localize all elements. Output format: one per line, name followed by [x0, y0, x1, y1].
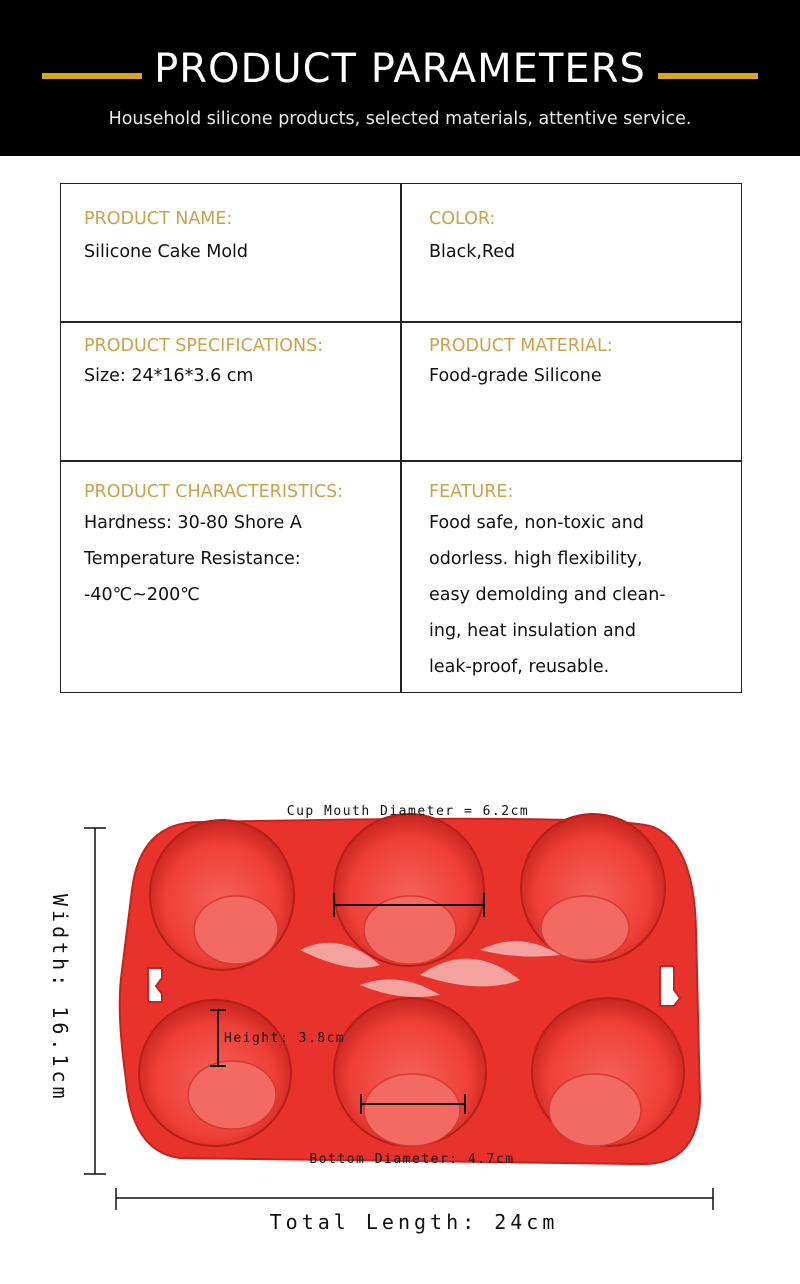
cup-mouth-label: Cup Mouth Diameter = 6.2cm	[286, 804, 530, 819]
height-label: Height: 3.8cm	[224, 1031, 346, 1046]
cell-specifications	[84, 336, 323, 386]
cup-3	[521, 814, 665, 962]
color-value: Black,Red	[429, 242, 516, 262]
length-dimension-line	[116, 1188, 713, 1210]
specifications-label: PRODUCT SPECIFICATIONS:	[84, 336, 324, 356]
characteristics-line: Temperature Resistance:	[84, 549, 301, 569]
feature-label: FEATURE:	[429, 482, 514, 502]
material-label: PRODUCT MATERIAL:	[429, 336, 613, 356]
page-subtitle: Household silicone products, selected materials, attentive service.	[108, 109, 692, 129]
feature-line: leak-proof, reusable.	[429, 657, 610, 677]
feature-line: easy demolding and clean-	[429, 585, 666, 605]
characteristics-line: Hardness: 30-80 Shore A	[84, 513, 302, 533]
mold-dimension-figure	[0, 780, 800, 1284]
material-value: Food-grade Silicone	[429, 366, 602, 386]
bottom-diameter-label: Bottom Diameter: 4.7cm	[309, 1152, 515, 1167]
cup-6	[532, 998, 684, 1146]
cell-characteristics	[84, 482, 343, 613]
cup-5	[334, 998, 486, 1146]
width-label: Width: 16.1cm	[48, 894, 72, 1103]
color-label: COLOR:	[429, 209, 496, 229]
cup-2	[334, 814, 484, 966]
product-name-label: PRODUCT NAME:	[84, 209, 233, 229]
feature-line: Food safe, non-toxic and	[429, 513, 644, 533]
characteristics-list	[84, 505, 343, 613]
parameters-table	[60, 183, 742, 693]
table-divider-vertical	[400, 184, 402, 692]
cell-product-name	[84, 209, 248, 262]
table-divider-row2	[61, 460, 741, 462]
table-divider-row1	[61, 321, 741, 323]
specifications-value: Size: 24*16*3.6 cm	[84, 366, 254, 386]
page-title: PRODUCT PARAMETERS	[154, 46, 646, 92]
characteristics-label: PRODUCT CHARACTERISTICS:	[84, 482, 344, 502]
width-dimension-line	[84, 828, 106, 1174]
feature-line: odorless. high flexibility,	[429, 549, 643, 569]
characteristics-line: -40℃~200℃	[84, 585, 200, 605]
cup-4	[139, 1000, 291, 1146]
feature-line: ing, heat insulation and	[429, 621, 636, 641]
cell-color	[429, 209, 515, 262]
feature-list	[429, 505, 666, 685]
header-banner	[0, 0, 800, 156]
cell-material	[429, 336, 613, 386]
cup-1	[150, 820, 294, 970]
length-label: Total Length: 24cm	[269, 1210, 559, 1234]
product-name-value: Silicone Cake Mold	[84, 242, 249, 262]
header-right-rule	[658, 73, 758, 79]
cell-feature	[429, 482, 666, 685]
